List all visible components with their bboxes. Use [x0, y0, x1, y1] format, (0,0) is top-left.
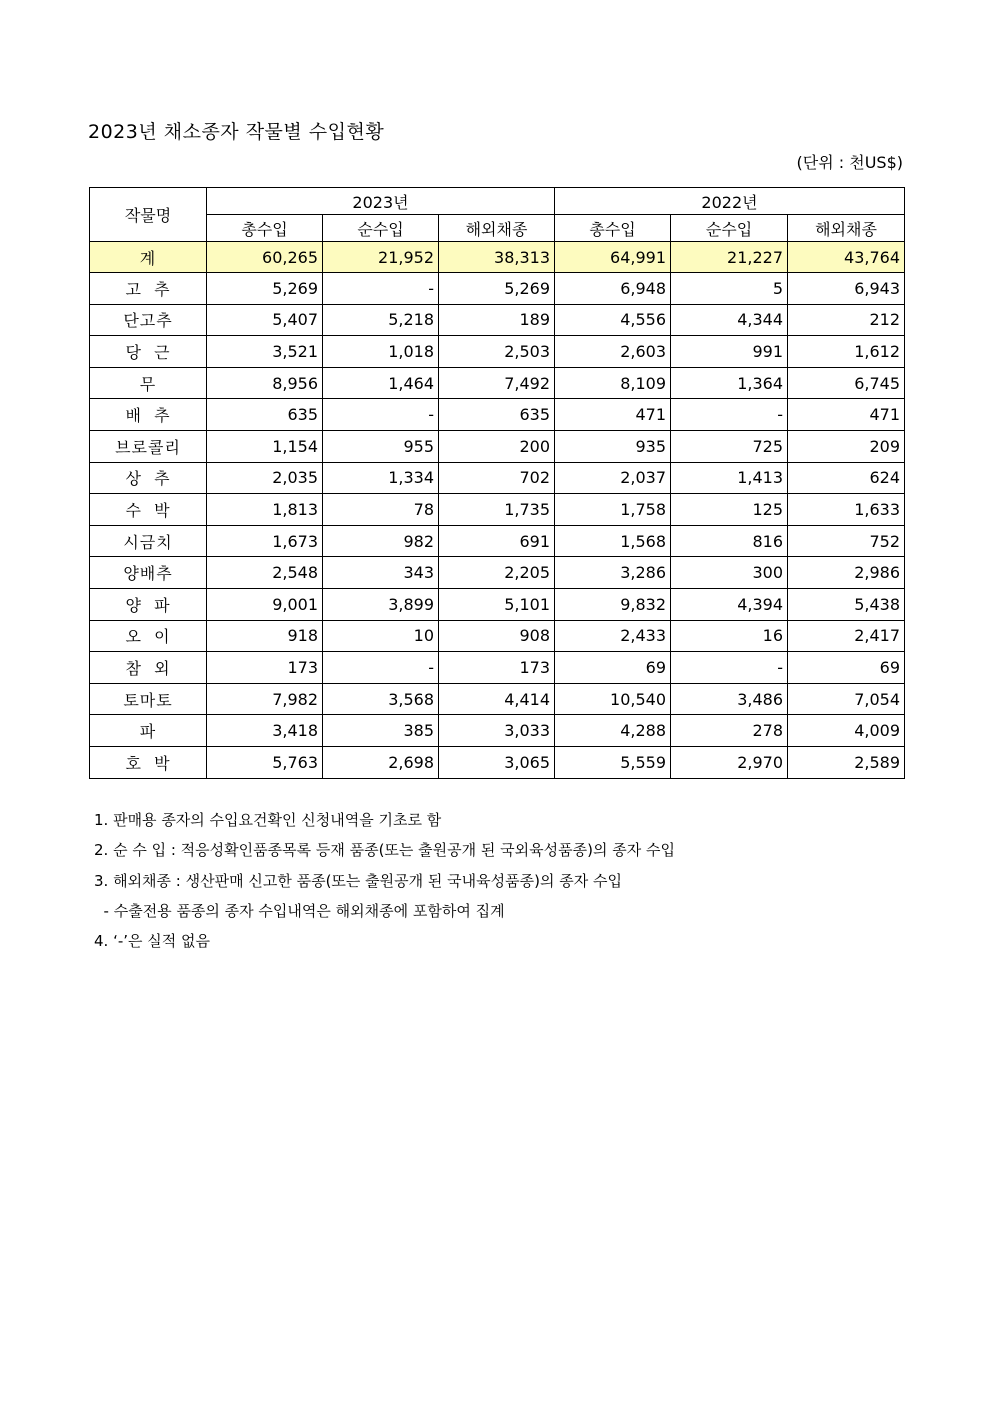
table-cell: 7,982: [207, 683, 323, 715]
table-cell: 64,991: [555, 242, 671, 273]
table-cell: 6,948: [555, 273, 671, 305]
table-cell: 1,758: [555, 494, 671, 526]
table-cell: 69: [788, 652, 905, 684]
table-cell: 2,548: [207, 557, 323, 589]
table-cell: 200: [439, 430, 555, 462]
year-header-2022: 2022년: [555, 188, 905, 215]
table-cell: 5,269: [207, 273, 323, 305]
table-cell: 635: [439, 399, 555, 431]
table-row: [90, 367, 905, 399]
table-cell: 471: [788, 399, 905, 431]
table-row: [90, 525, 905, 557]
total-label: 계: [90, 242, 207, 273]
table-cell: 43,764: [788, 242, 905, 273]
footnote-3: 3. 해외채종 : 생산판매 신고한 품종(또는 출원공개 된 국내육성품종)의 종자 수입: [94, 871, 622, 890]
table-cell: -: [323, 273, 439, 305]
table-cell: 982: [323, 525, 439, 557]
table-cell: 5,269: [439, 273, 555, 305]
table-cell: 21,952: [323, 242, 439, 273]
table-row: [90, 462, 905, 494]
table-cell: -: [671, 399, 788, 431]
table-cell: 752: [788, 525, 905, 557]
crop-name: 파: [90, 715, 207, 747]
table-cell: 5,101: [439, 588, 555, 620]
table-cell: 2,698: [323, 746, 439, 778]
table-cell: 8,956: [207, 367, 323, 399]
crop-name: 토마토: [90, 683, 207, 715]
table-cell: 6,745: [788, 367, 905, 399]
crop-name: 단고추: [90, 304, 207, 336]
table-cell: 278: [671, 715, 788, 747]
table-cell: 725: [671, 430, 788, 462]
table-cell: 2,037: [555, 462, 671, 494]
table-cell: 2,589: [788, 746, 905, 778]
table-cell: 7,054: [788, 683, 905, 715]
table-cell: 1,813: [207, 494, 323, 526]
table-cell: 3,286: [555, 557, 671, 589]
table-cell: 1,018: [323, 336, 439, 368]
table-cell: 1,364: [671, 367, 788, 399]
table-cell: 69: [555, 652, 671, 684]
crop-name: 배 추: [90, 399, 207, 431]
table-cell: 4,344: [671, 304, 788, 336]
table-cell: 2,417: [788, 620, 905, 652]
table-cell: 1,334: [323, 462, 439, 494]
table-cell: 1,735: [439, 494, 555, 526]
crop-name: 호 박: [90, 746, 207, 778]
table-cell: -: [323, 399, 439, 431]
crop-name-header: 작물명: [90, 188, 207, 242]
table-cell: 1,633: [788, 494, 905, 526]
table-cell: 10: [323, 620, 439, 652]
table-row: [90, 273, 905, 305]
seed-import-table: [89, 187, 905, 779]
document-title: 2023년 채소종자 작물별 수입현황: [88, 121, 385, 143]
table-cell: 624: [788, 462, 905, 494]
table-cell: 16: [671, 620, 788, 652]
crop-name: 고 추: [90, 273, 207, 305]
table-cell: 2,035: [207, 462, 323, 494]
table-cell: 212: [788, 304, 905, 336]
table-row: [90, 430, 905, 462]
crop-name: 시금치: [90, 525, 207, 557]
table-cell: 2,970: [671, 746, 788, 778]
table-cell: 3,033: [439, 715, 555, 747]
table-cell: 955: [323, 430, 439, 462]
table-cell: 78: [323, 494, 439, 526]
crop-name: 상 추: [90, 462, 207, 494]
table-cell: 1,154: [207, 430, 323, 462]
table-cell: 918: [207, 620, 323, 652]
table-cell: 60,265: [207, 242, 323, 273]
crop-name: 양 파: [90, 588, 207, 620]
table-row: [90, 588, 905, 620]
subheader-overseas-seed: 해외채종: [788, 215, 905, 242]
subheader-net-import: 순수입: [671, 215, 788, 242]
table-cell: 1,673: [207, 525, 323, 557]
table-cell: 2,205: [439, 557, 555, 589]
table-cell: 2,603: [555, 336, 671, 368]
table-row: [90, 746, 905, 778]
table-cell: 635: [207, 399, 323, 431]
table-cell: 385: [323, 715, 439, 747]
total-row: [90, 242, 905, 273]
table-row: [90, 620, 905, 652]
table-cell: 5: [671, 273, 788, 305]
table-cell: 1,464: [323, 367, 439, 399]
table-cell: 4,009: [788, 715, 905, 747]
footnote-3-sub: - 수출전용 품종의 종자 수입내역은 해외채종에 포함하여 집계: [94, 901, 505, 920]
footnote-4: 4. ‘-’은 실적 없음: [94, 932, 211, 951]
table-cell: 991: [671, 336, 788, 368]
table-cell: 21,227: [671, 242, 788, 273]
table-cell: 4,414: [439, 683, 555, 715]
table-row: [90, 494, 905, 526]
crop-name: 참 외: [90, 652, 207, 684]
table-cell: 4,556: [555, 304, 671, 336]
table-cell: 3,521: [207, 336, 323, 368]
table-cell: 5,407: [207, 304, 323, 336]
table-cell: 691: [439, 525, 555, 557]
footnote-2: 2. 순 수 입 : 적응성확인품종목록 등재 품종(또는 출원공개 된 국외육성품종)의 종자 수입: [94, 841, 675, 860]
table-cell: 6,943: [788, 273, 905, 305]
table-cell: 1,568: [555, 525, 671, 557]
unit-label: (단위 : 천US$): [796, 153, 903, 172]
table-cell: 4,394: [671, 588, 788, 620]
table-cell: -: [671, 652, 788, 684]
table-row: [90, 683, 905, 715]
table-cell: 3,486: [671, 683, 788, 715]
table-cell: 3,899: [323, 588, 439, 620]
table-row: [90, 715, 905, 747]
crop-name: 브로콜리: [90, 430, 207, 462]
subheader-overseas-seed: 해외채종: [439, 215, 555, 242]
table-cell: 2,433: [555, 620, 671, 652]
subheader-total-import: 총수입: [555, 215, 671, 242]
table-cell: 1,413: [671, 462, 788, 494]
table-row: [90, 652, 905, 684]
table-cell: 935: [555, 430, 671, 462]
table-row: [90, 557, 905, 589]
table-cell: 173: [207, 652, 323, 684]
table-cell: 5,218: [323, 304, 439, 336]
table-row: [90, 304, 905, 336]
table-cell: 4,288: [555, 715, 671, 747]
table-row: [90, 399, 905, 431]
crop-name: 수 박: [90, 494, 207, 526]
footnotes: [94, 805, 675, 956]
crop-name: 양배추: [90, 557, 207, 589]
table-cell: 2,503: [439, 336, 555, 368]
table-cell: 7,492: [439, 367, 555, 399]
footnote-1: 1. 판매용 종자의 수입요건확인 신청내역을 기초로 함: [94, 811, 442, 829]
table-cell: 343: [323, 557, 439, 589]
table-cell: 816: [671, 525, 788, 557]
table-cell: 5,763: [207, 746, 323, 778]
subheader-net-import: 순수입: [323, 215, 439, 242]
table-cell: 2,986: [788, 557, 905, 589]
table-cell: 209: [788, 430, 905, 462]
table-cell: 173: [439, 652, 555, 684]
table-cell: 9,001: [207, 588, 323, 620]
table-cell: 3,418: [207, 715, 323, 747]
table-cell: 3,568: [323, 683, 439, 715]
table-cell: 38,313: [439, 242, 555, 273]
table-cell: 9,832: [555, 588, 671, 620]
year-header-2023: 2023년: [207, 188, 555, 215]
table-cell: 702: [439, 462, 555, 494]
table-cell: 1,612: [788, 336, 905, 368]
subheader-total-import: 총수입: [207, 215, 323, 242]
table-cell: 471: [555, 399, 671, 431]
table-cell: 125: [671, 494, 788, 526]
crop-name: 당 근: [90, 336, 207, 368]
table-cell: 8,109: [555, 367, 671, 399]
table-cell: 10,540: [555, 683, 671, 715]
table-cell: 3,065: [439, 746, 555, 778]
crop-name: 무: [90, 367, 207, 399]
table-cell: 5,559: [555, 746, 671, 778]
crop-name: 오 이: [90, 620, 207, 652]
table-cell: 300: [671, 557, 788, 589]
table-cell: 908: [439, 620, 555, 652]
table-row: [90, 336, 905, 368]
table-cell: 189: [439, 304, 555, 336]
table-cell: -: [323, 652, 439, 684]
table-cell: 5,438: [788, 588, 905, 620]
